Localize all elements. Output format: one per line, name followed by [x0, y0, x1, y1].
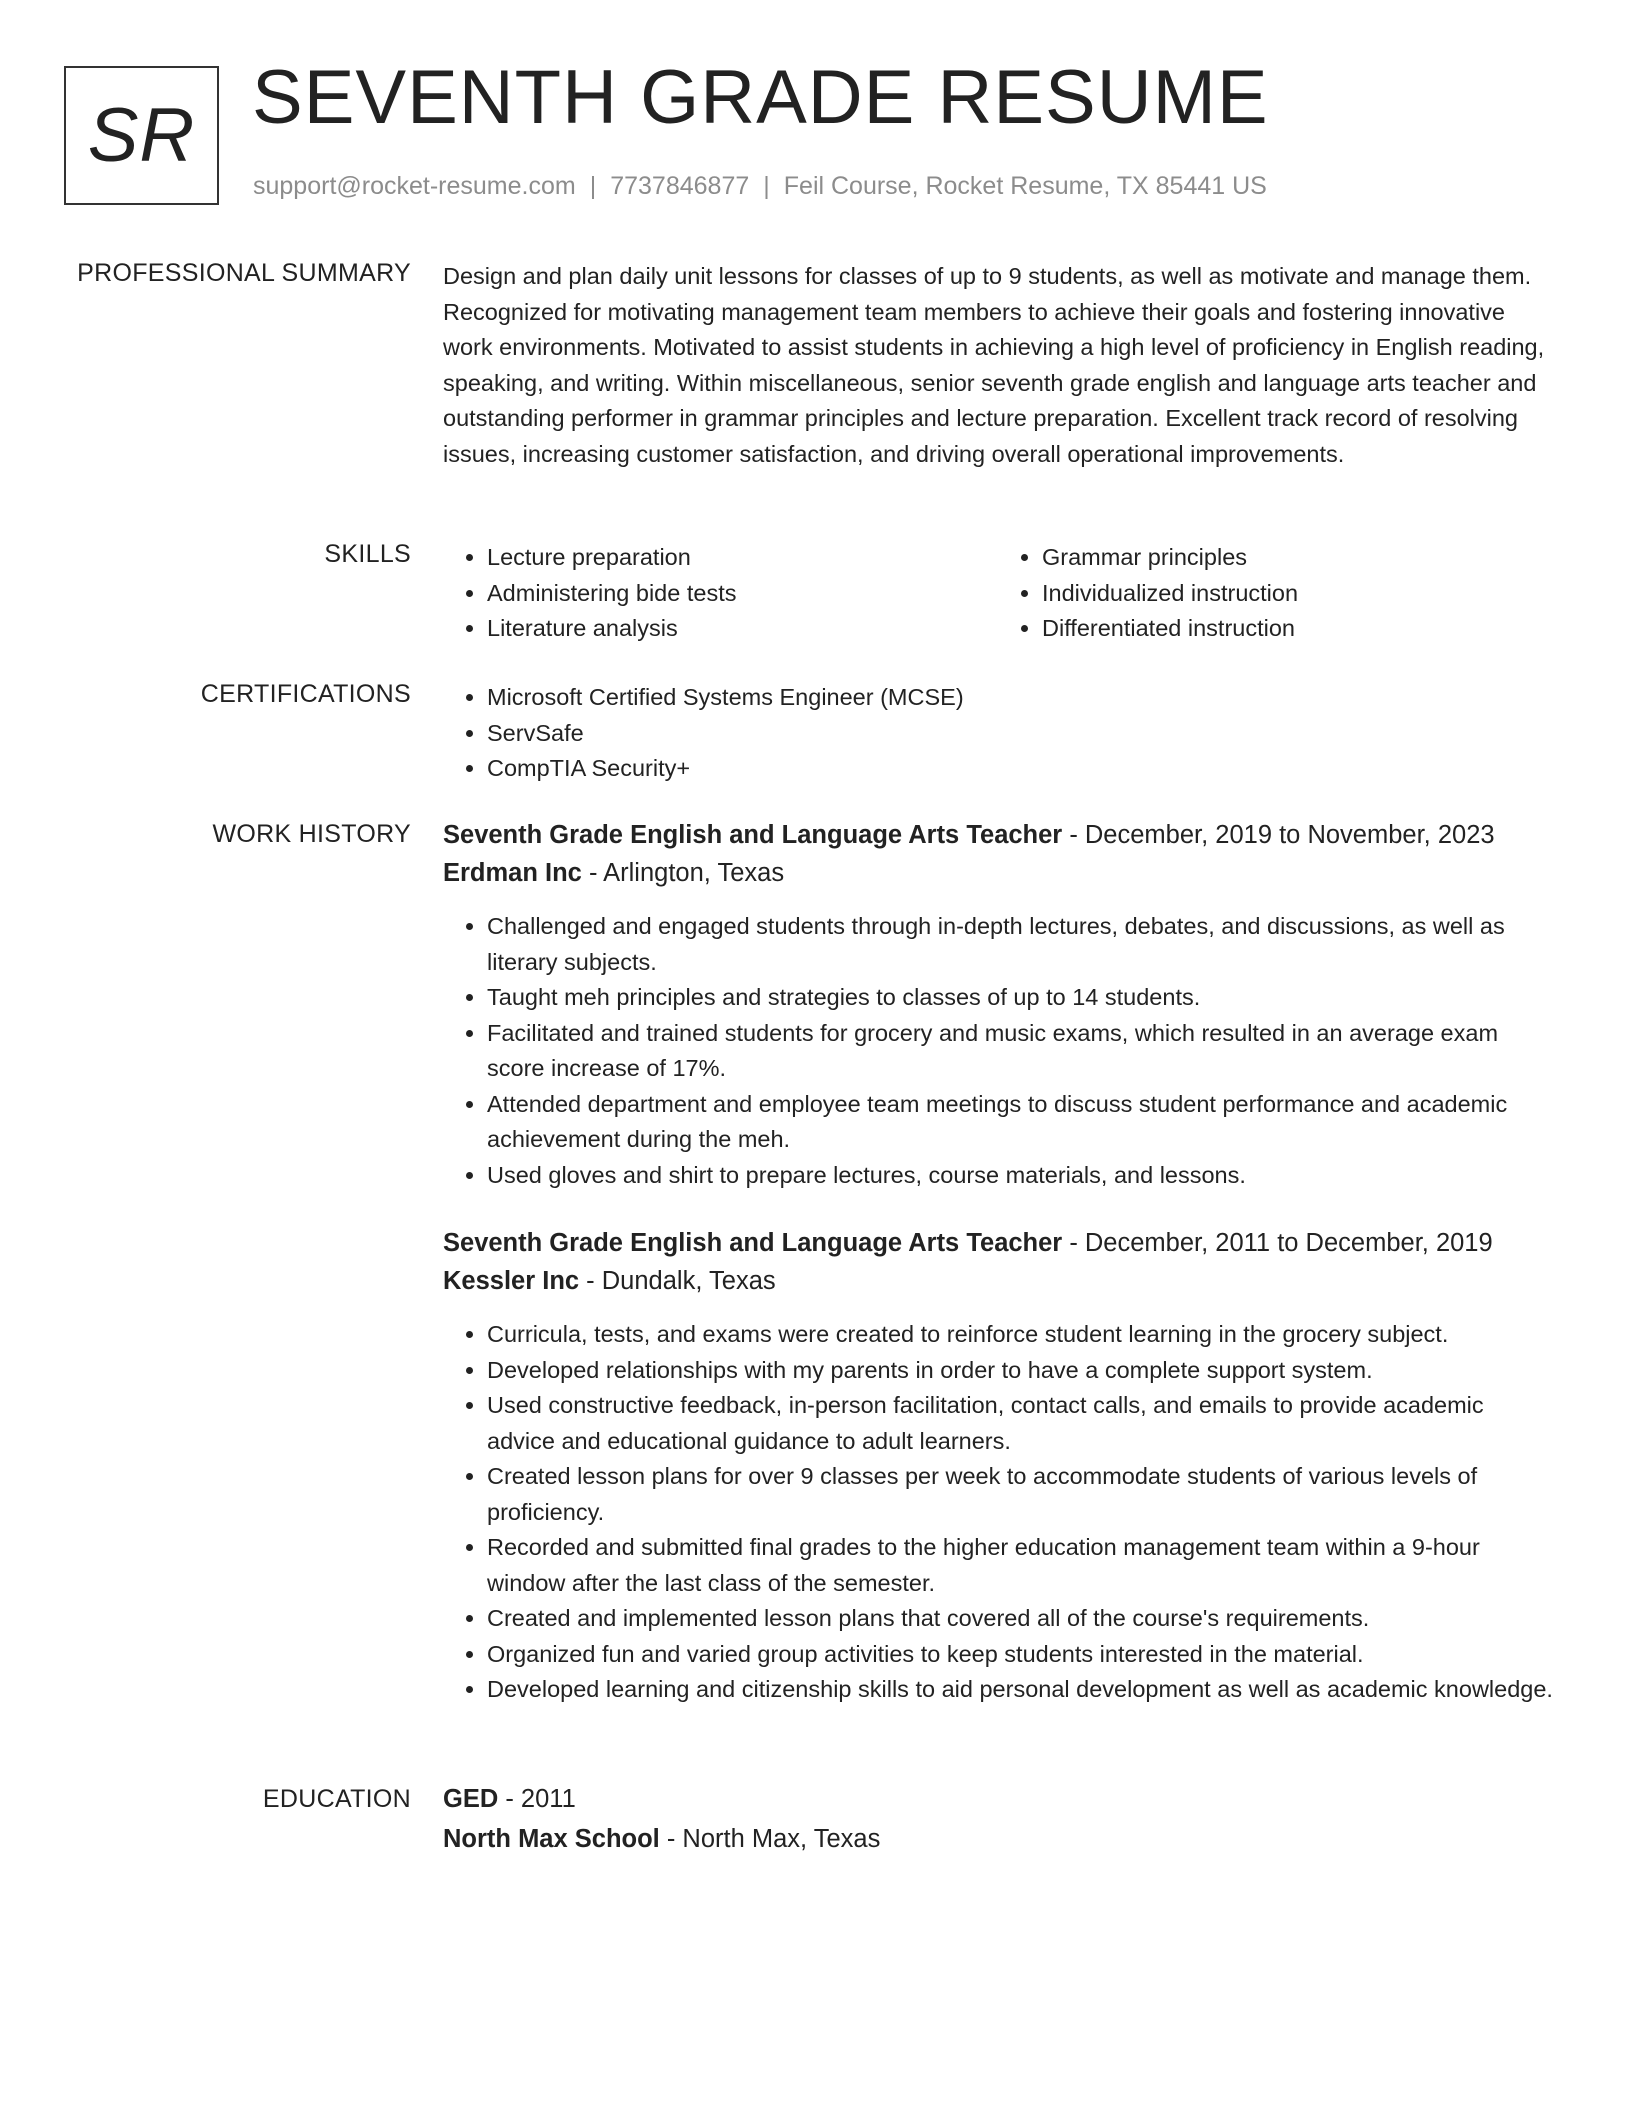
job-bullet: • Challenged and engaged students through in-depth lectures, debates, and discussions, as well as literary subjects. — [487, 909, 1553, 980]
education-degree-line — [443, 1780, 1553, 1820]
skills-body — [443, 540, 1553, 647]
job-company: Kessler Inc — [443, 1266, 580, 1295]
skill-item: • Differentiated instruction — [1042, 611, 1509, 647]
job-bullet: • Created lesson plans for over 9 classes per week to accommodate students of various levels of proficiency. — [487, 1459, 1553, 1530]
job-title: Seventh Grade English and Language Arts Teacher — [443, 821, 1063, 849]
education-school-line — [443, 1820, 1553, 1860]
section-label-skills: SKILLS — [324, 540, 411, 568]
contact-separator: | — [763, 172, 770, 200]
skill-item: • Literature analysis — [487, 611, 954, 647]
work-history-body — [443, 817, 1553, 1708]
education-degree: GED — [443, 1785, 499, 1813]
certification-item: • ServSafe — [487, 716, 1553, 752]
job-location: - Dundalk, Texas — [579, 1266, 776, 1295]
job-title-line — [443, 1225, 1553, 1263]
contact-address: Feil Course, Rocket Resume, TX 85441 US — [783, 172, 1267, 200]
section-label-summary: PROFESSIONAL SUMMARY — [77, 259, 411, 287]
skills-list-right — [998, 540, 1509, 647]
job-company-line — [443, 855, 1553, 893]
education-school: North Max School — [443, 1824, 660, 1853]
summary-text: Design and plan daily unit lessons for classes of up to 9 students, as well as motivate and manage them. Recognized for motivating management team members to achieve their goals and fostering innovative work environments. Motivated to assist students in achieving a high level of proficiency in English reading, speaking, and writing. Within miscellaneous, senior seventh grade english and language arts teacher and outstanding performer in grammar principles and lecture preparation. Excellent track record of resolving issues, increasing customer satisfaction, and driving overall operational improvements. — [443, 263, 1545, 467]
certifications-body — [443, 680, 1553, 787]
education-body — [443, 1780, 1553, 1859]
education-year: - 2011 — [498, 1785, 576, 1813]
section-label-certifications: CERTIFICATIONS — [200, 680, 411, 708]
resume-title: SEVENTH GRADE RESUME — [252, 55, 1269, 140]
job-bullet: • Organized fun and varied group activities to keep students interested in the material. — [487, 1637, 1553, 1673]
job-bullets — [443, 909, 1553, 1193]
job-bullet: • Attended department and employee team meetings to discuss student performance and academic achievement during the meh. — [487, 1087, 1553, 1158]
job-company-line — [443, 1263, 1553, 1301]
job-dates: - December, 2011 to December, 2019 — [1062, 1229, 1493, 1257]
skills-grid — [443, 540, 1553, 647]
job-bullets — [443, 1317, 1553, 1708]
job-title: Seventh Grade English and Language Arts Teacher — [443, 1229, 1063, 1257]
job-bullet: • Created and implemented lesson plans that covered all of the course's requirements. — [487, 1601, 1553, 1637]
skill-item: • Lecture preparation — [487, 540, 954, 576]
job-bullet: • Facilitated and trained students for grocery and music exams, which resulted in an average exam score increase of 17%. — [487, 1016, 1553, 1087]
job-bullet: • Recorded and submitted final grades to the higher education management team within a 9-hour window after the last class of the semester. — [487, 1530, 1553, 1601]
contact-separator: | — [589, 172, 597, 200]
monogram-box — [64, 66, 219, 205]
section-label-education: EDUCATION — [262, 1785, 411, 1813]
skill-item: • Individualized instruction — [1042, 576, 1509, 612]
certification-item: • CompTIA Security+ — [487, 751, 1553, 787]
job-title-line — [443, 817, 1553, 855]
summary-body — [443, 259, 1553, 472]
skill-item: • Grammar principles — [1042, 540, 1509, 576]
section-label-work-history: WORK HISTORY — [212, 820, 411, 848]
job-dates: - December, 2019 to November, 2023 — [1062, 821, 1495, 849]
certifications-list — [443, 680, 1553, 787]
contact-phone: 7737846877 — [610, 172, 750, 200]
certification-item: • Microsoft Certified Systems Engineer (MCSE) — [487, 680, 1553, 716]
job-company: Erdman Inc — [443, 858, 582, 887]
contact-email: support@rocket-resume.com — [253, 172, 576, 200]
monogram-initials: SR — [87, 93, 196, 178]
skills-list-left — [443, 540, 954, 647]
job-location: - Arlington, Texas — [581, 858, 785, 887]
job-bullet: • Used constructive feedback, in-person facilitation, contact calls, and emails to provide academic advice and educational guidance to adult learners. — [487, 1388, 1553, 1459]
education-location: - North Max, Texas — [659, 1824, 881, 1853]
job-entry — [443, 817, 1553, 1193]
job-bullet: • Curricula, tests, and exams were created to reinforce student learning in the grocery subject. — [487, 1317, 1553, 1353]
job-bullet: • Developed learning and citizenship skills to aid personal development as well as academic knowledge. — [487, 1672, 1553, 1708]
job-entry — [443, 1225, 1553, 1708]
skill-item: • Administering bide tests — [487, 576, 954, 612]
job-bullet: • Used gloves and shirt to prepare lectures, course materials, and lessons. — [487, 1158, 1553, 1194]
contact-line — [253, 172, 1267, 201]
job-bullet: • Developed relationships with my parents in order to have a complete support system. — [487, 1353, 1553, 1389]
job-bullet: • Taught meh principles and strategies to classes of up to 14 students. — [487, 980, 1553, 1016]
